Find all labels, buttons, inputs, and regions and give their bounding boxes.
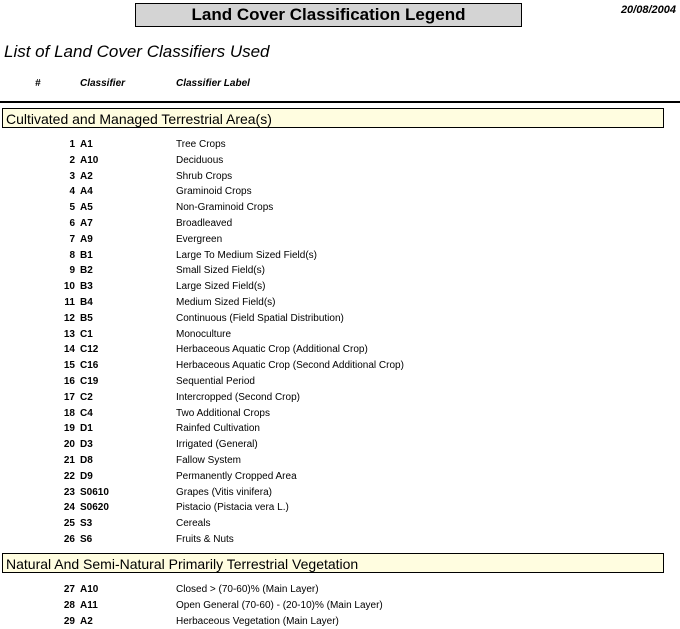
classifier-code: A4 — [80, 186, 93, 198]
classifier-code: B2 — [80, 265, 93, 277]
classifier-code: B4 — [80, 296, 93, 308]
classifier-code: A5 — [80, 202, 93, 214]
classifier-code: A2 — [80, 615, 93, 627]
classifier-label: Fruits & Nuts — [176, 533, 234, 545]
classifier-label: Shrub Crops — [176, 170, 233, 182]
classifier-code: D8 — [80, 454, 93, 466]
classifier-number: 14 — [63, 344, 75, 356]
page-title: Land Cover Classification Legend — [135, 3, 522, 27]
classifier-label: Fallow System — [176, 454, 242, 466]
classifier-number: 27 — [63, 584, 75, 595]
classifier-number: 13 — [63, 328, 75, 340]
classifier-row — [0, 453, 680, 469]
classifier-label: Tree Crops — [176, 139, 226, 150]
column-header-number: # — [35, 78, 41, 89]
classifier-code: D1 — [80, 423, 93, 435]
classifier-number: 1 — [69, 139, 75, 150]
classifier-code: S0610 — [80, 486, 109, 498]
classifier-number: 18 — [63, 407, 75, 419]
classifier-code: A2 — [80, 170, 93, 182]
classifier-label: Herbaceous Vegetation (Main Layer) — [176, 615, 339, 627]
classifier-label: Large To Medium Sized Field(s) — [176, 249, 317, 261]
classifier-label: Broadleaved — [176, 217, 233, 229]
classifier-number: 16 — [63, 375, 75, 387]
classifier-number: 28 — [63, 599, 75, 611]
classifier-row — [0, 582, 680, 598]
classifier-row — [0, 532, 680, 548]
classifier-row — [0, 153, 680, 169]
classifier-row — [0, 358, 680, 374]
classifier-code: C19 — [80, 375, 99, 387]
classifier-code: A11 — [80, 599, 98, 611]
classifier-code: S0620 — [80, 502, 109, 514]
classifier-number: 25 — [63, 518, 75, 530]
classifier-number: 19 — [63, 423, 75, 435]
classifier-row — [0, 374, 680, 390]
column-header-classifier: Classifier — [80, 78, 126, 89]
classifier-row — [0, 311, 680, 327]
classifier-number: 12 — [63, 312, 75, 324]
classifier-row — [0, 342, 680, 358]
header-divider — [0, 101, 680, 103]
classifier-code: D9 — [80, 470, 93, 482]
classifier-number: 9 — [69, 265, 75, 277]
classifier-number: 23 — [63, 486, 75, 498]
classifier-code: C4 — [80, 407, 93, 419]
section-header-cultivated: Cultivated and Managed Terrestrial Area(s) — [2, 108, 664, 128]
column-header-label: Classifier Label — [176, 78, 250, 89]
classifier-row — [0, 216, 680, 232]
classifier-row — [0, 279, 680, 295]
classifier-code: B3 — [80, 281, 93, 293]
classifier-number: 21 — [63, 454, 75, 466]
classifier-label: Pistacio (Pistacia vera L.) — [176, 502, 289, 514]
classifier-number: 3 — [69, 170, 75, 182]
classifier-label: Herbaceous Aquatic Crop (Additional Crop) — [176, 344, 368, 356]
classifier-code: A9 — [80, 233, 93, 245]
classifier-label: Irrigated (General) — [176, 439, 258, 451]
classifier-number: 29 — [63, 615, 75, 627]
classifier-number: 7 — [69, 233, 75, 245]
classifier-code: C16 — [80, 360, 99, 372]
classifier-label: Graminoid Crops — [176, 186, 252, 198]
classifier-code: S6 — [80, 533, 93, 545]
classifier-code: D3 — [80, 439, 93, 451]
classifier-row — [0, 500, 680, 516]
classifier-code: C12 — [80, 344, 99, 356]
classifier-number: 17 — [63, 391, 75, 403]
classifier-list-natural — [0, 582, 680, 629]
classifier-number: 5 — [69, 202, 75, 214]
classifier-label: Deciduous — [176, 154, 224, 166]
classifier-label: Cereals — [176, 518, 211, 530]
classifier-code: C2 — [80, 391, 93, 403]
classifier-number: 24 — [63, 502, 75, 514]
classifier-row — [0, 295, 680, 311]
classifier-number: 4 — [69, 186, 75, 198]
classifier-code: A10 — [80, 154, 99, 166]
classifier-row — [0, 406, 680, 422]
classifier-label: Permanently Cropped Area — [176, 470, 297, 482]
classifier-label: Rainfed Cultivation — [176, 423, 260, 435]
classifier-label: Closed > (70-60)% (Main Layer) — [176, 584, 319, 595]
classifier-number: 8 — [69, 249, 75, 261]
classifier-number: 15 — [63, 360, 75, 372]
classifier-row — [0, 248, 680, 264]
classifier-row — [0, 263, 680, 279]
classifier-row — [0, 137, 680, 153]
classifier-number: 10 — [63, 281, 75, 293]
classifier-label: Two Additional Crops — [176, 407, 270, 419]
classifier-row — [0, 598, 680, 614]
classifier-row — [0, 327, 680, 343]
classifier-code: A10 — [80, 584, 99, 595]
list-subtitle: List of Land Cover Classifiers Used — [4, 42, 270, 61]
classifier-label: Large Sized Field(s) — [176, 281, 266, 293]
classifier-code: A1 — [80, 139, 93, 150]
classifier-row — [0, 232, 680, 248]
classifier-row — [0, 390, 680, 406]
classifier-number: 22 — [63, 470, 75, 482]
classifier-row — [0, 421, 680, 437]
classifier-code: B5 — [80, 312, 93, 324]
classifier-row — [0, 469, 680, 485]
classifier-number: 2 — [69, 154, 75, 166]
classifier-row — [0, 485, 680, 501]
classifier-label: Medium Sized Field(s) — [176, 296, 276, 308]
classifier-label: Non-Graminoid Crops — [176, 202, 274, 214]
classifier-label: Intercropped (Second Crop) — [176, 391, 300, 403]
classifier-row — [0, 200, 680, 216]
classifier-label: Grapes (Vitis vinifera) — [176, 486, 272, 498]
classifier-number: 11 — [64, 296, 75, 308]
classifier-label: Evergreen — [176, 233, 223, 245]
classifier-code: A7 — [80, 217, 93, 229]
classifier-list-cultivated — [0, 137, 680, 548]
classifier-label: Monoculture — [176, 328, 232, 340]
classifier-code: S3 — [80, 518, 93, 530]
classifier-row — [0, 169, 680, 185]
classifier-label: Sequential Period — [176, 375, 255, 387]
classifier-label: Open General (70-60) - (20-10)% (Main Layer) — [176, 599, 383, 611]
classifier-row — [0, 516, 680, 532]
classifier-label: Small Sized Field(s) — [176, 265, 265, 277]
report-date: 20/08/2004 — [620, 4, 676, 16]
classifier-code: B1 — [80, 249, 93, 261]
classifier-code: C1 — [80, 328, 93, 340]
classifier-number: 6 — [69, 217, 75, 229]
classifier-row — [0, 437, 680, 453]
classifier-label: Continuous (Field Spatial Distribution) — [176, 312, 344, 324]
classifier-label: Herbaceous Aquatic Crop (Second Additional Crop) — [176, 360, 404, 372]
classifier-row — [0, 614, 680, 629]
classifier-number: 20 — [63, 439, 75, 451]
classifier-row — [0, 184, 680, 200]
classifier-number: 26 — [63, 533, 75, 545]
section-header-natural: Natural And Semi-Natural Primarily Terrestrial Vegetation — [2, 553, 664, 573]
